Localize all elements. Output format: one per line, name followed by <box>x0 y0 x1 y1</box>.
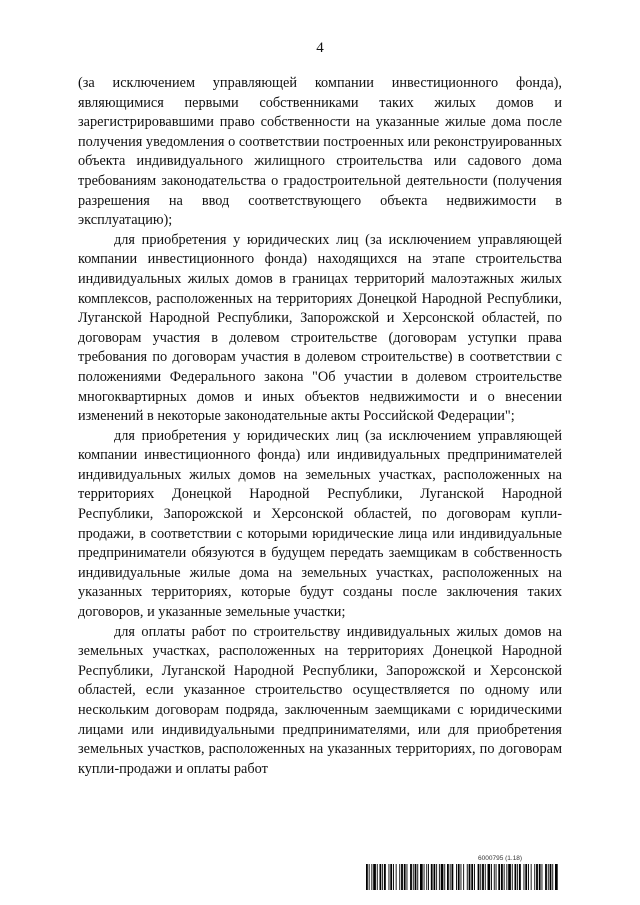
document-body <box>78 74 562 779</box>
document-code: 6000795 (1.18) <box>478 855 523 862</box>
paragraph-shared-construction: для приобретения у юридических лиц (за исключением управляющей компании инвестиционного фонда) находящихся на этапе строительства индивидуальных жилых домов в границах территорий малоэтажных жилых комплексов, расположенных на территориях Донецкой Народной Республики, Луганской Народной Республики, Запорожской и Херсонской областей, по договорам участия в долевом строительстве (договорам уступки права требования по договорам участия в долевом строительстве) в соответствии с положениями Федерального закона "Об участии в долевом строительстве многоквартирных домов и иных объектов недвижимости и о внесении изменений в некоторые законодательные акты Российской Федерации"; <box>78 231 562 425</box>
barcode <box>366 864 558 890</box>
page-number: 4 <box>316 40 324 56</box>
paragraph-continuation: (за исключением управляющей компании инвестиционного фонда), являющимися первыми собственниками таких жилых домов и зарегистрировавшими право собственности на указанные жилые дома после получения уведомления о соответствии построенных или реконструированных объекта индивидуального жилищного строительства или садового дома требованиям законодательства о градостроительной деятельности (получения разрешения на ввод соответствующего объекта недвижимости в эксплуатацию); <box>78 75 562 229</box>
paragraph-construction-payment: для оплаты работ по строительству индивидуальных жилых домов на земельных участках, расположенных на территориях Донецкой Народной Республики, Луганской Народной Республики, Запорожской и Херсонской областей, если указанное строительство осуществляется по одному или нескольким договорам подряда, заключенным заемщиками с юридическими лицами или индивидуальными предпринимателями, или для приобретения земельных участков, расположенных на указанных территориях, по договорам купли-продажи и оплаты работ <box>78 623 562 777</box>
paragraph-purchase-contracts: для приобретения у юридических лиц (за исключением управляющей компании инвестиционного фонда) или индивидуальных предпринимателей индивидуальных жилых домов на земельных участках, расположенных на территориях Донецкой Народной Республики, Луганской Народной Республики, Запорожской и Херсонской областей, по договорам купли-продажи, в соответствии с которыми юридические лица или индивидуальные предприниматели обязуются в будущем передать заемщикам в собственность индивидуальные жилые дома на земельных участках, расположенных на указанных территориях, которые будут созданы после заключения таких договоров, и указанные земельные участки; <box>78 427 562 621</box>
